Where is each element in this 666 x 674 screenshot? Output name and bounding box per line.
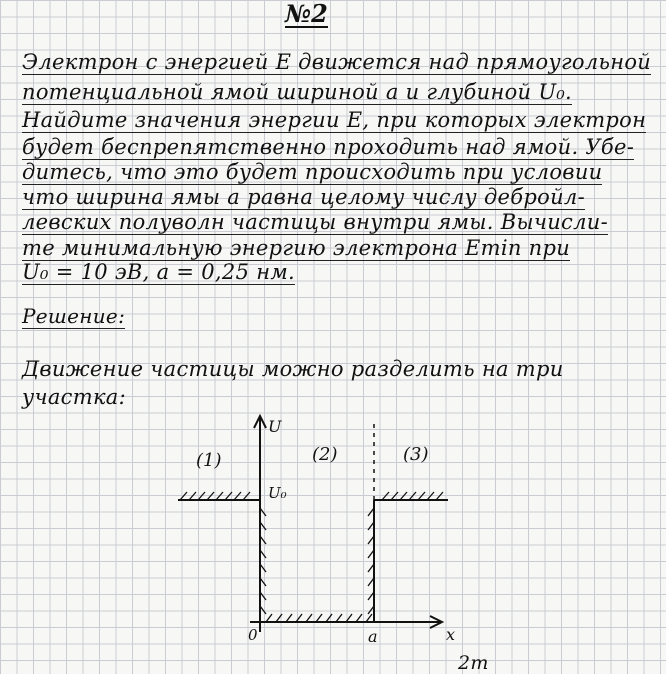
right-barrier-hatch — [382, 492, 443, 500]
u-axis-label: U — [268, 417, 282, 436]
problem-line-2: потенциальной ямой шириной a и глубиной U₀. — [22, 80, 573, 104]
bottom-fragment: 2m — [458, 652, 489, 674]
solution-line-1: Движение частицы можно разделить на три — [22, 357, 564, 381]
problem-number: №2 — [285, 0, 328, 28]
solution-line-2: участка: — [22, 385, 126, 409]
region-3-label: (3) — [403, 444, 429, 465]
x-axis-label: x — [446, 625, 456, 644]
region-1-label: (1) — [196, 450, 222, 471]
left-barrier-hatch — [180, 492, 250, 500]
u0-label: U₀ — [268, 484, 287, 502]
problem-line-6: что ширина ямы a равна целому числу дебройл- — [22, 185, 585, 209]
a-label: a — [368, 627, 378, 646]
problem-line-3: Найдите значения энергии E, при которых электрон — [22, 108, 647, 132]
well-bottom-hatch — [266, 614, 372, 622]
problem-line-4: будет беспрепятственно проходить над ямой. Убе- — [22, 135, 635, 159]
solution-label: Решение: — [22, 304, 126, 328]
problem-line-5: дитесь, что это будет происходить при условии — [22, 160, 603, 184]
problem-line-1: Электрон с энергией E движется над прямоугольной — [22, 50, 652, 74]
problem-line-9: U₀ = 10 эВ, a = 0,25 нм. — [22, 260, 296, 284]
region-2-label: (2) — [312, 444, 338, 465]
origin-label: 0 — [248, 626, 258, 644]
problem-line-8: те минимальную энергию электрона Emin при — [22, 236, 571, 260]
problem-line-7: левских полуволн частицы внутри ямы. Вычисли- — [22, 210, 608, 234]
